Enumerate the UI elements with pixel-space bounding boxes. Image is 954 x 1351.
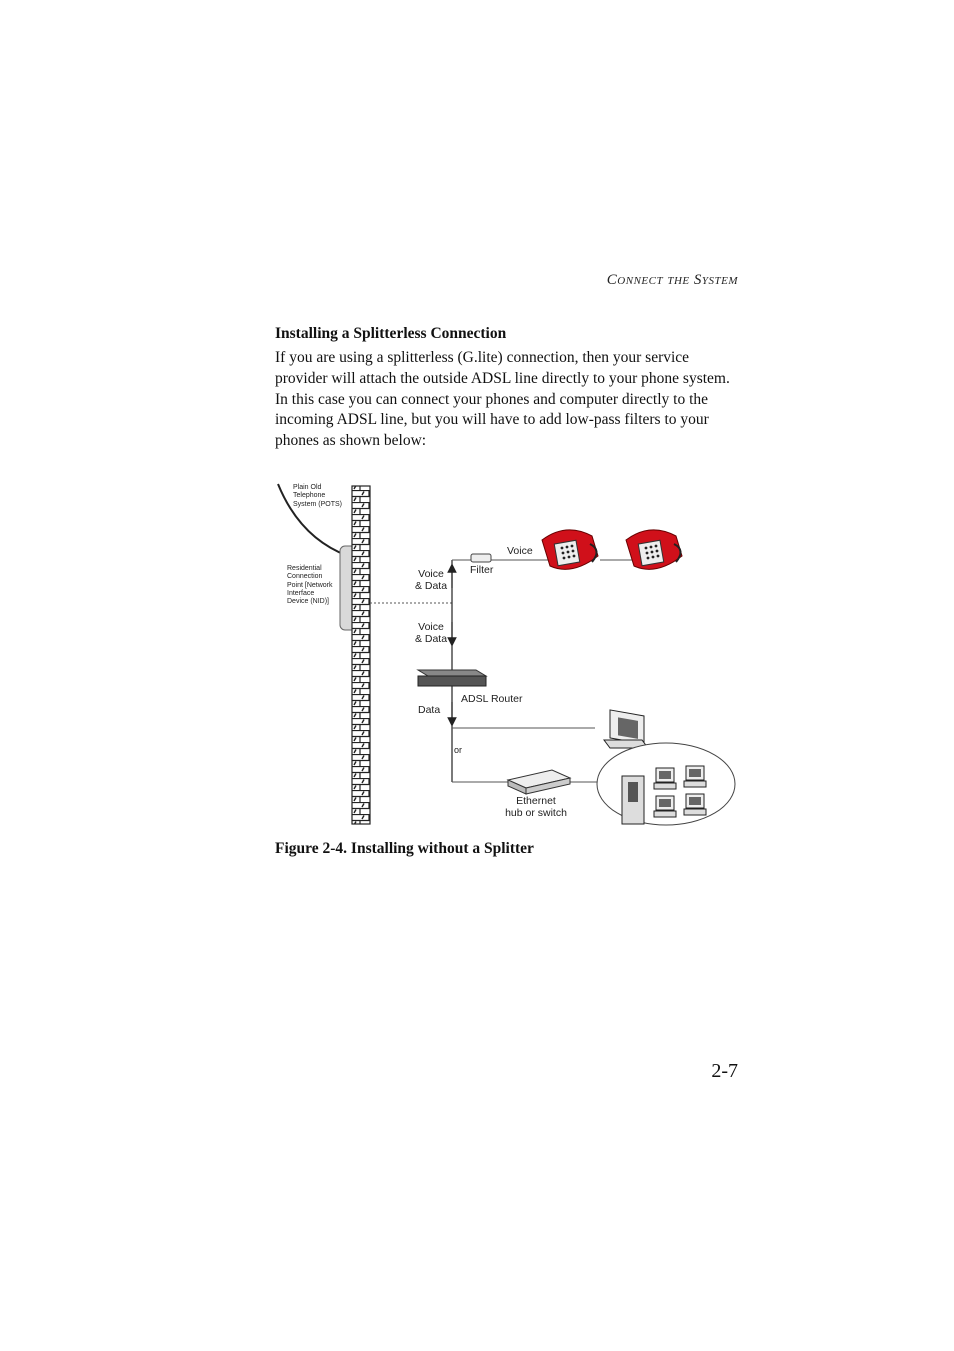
computer-icon: [604, 710, 648, 748]
nid-label: Residential Connection Point [Network Interface Device (NID)]: [287, 565, 333, 606]
brick-wall-icon: [352, 486, 370, 824]
page-number: 2-7: [711, 1060, 738, 1082]
data-label: Data: [418, 704, 441, 716]
section-title: Installing a Splitterless Connection: [275, 325, 507, 342]
filter-label: Filter: [470, 564, 494, 576]
ethernet-hub-icon: [508, 770, 570, 794]
running-head: CONNECT THE SYSTEM: [606, 272, 738, 288]
paragraph-text: If you are using a splitterless (G.lite) connection, then your service provider will attach the outside ADSL line directly to your phone system. In this case you can connect your phones and computer directly to the incoming ADSL line, but you will have to add low-pass filters to your phones as shown below:: [275, 349, 730, 450]
telephone-icon: [626, 530, 682, 569]
network-diagram: [270, 478, 750, 830]
or-label: or: [454, 745, 463, 755]
voice-data-down-label: Voice & Data: [414, 621, 448, 645]
telephone-icon: [542, 530, 598, 569]
hub-label: Ethernet hub or switch: [505, 795, 567, 819]
filter-icon: [471, 554, 491, 562]
pots-label: Plain Old Telephone System (POTS): [293, 484, 343, 508]
router-label: ADSL Router: [461, 693, 523, 705]
body-paragraph: [275, 348, 745, 452]
figure-caption: Figure 2-4. Installing without a Splitter: [275, 840, 534, 857]
voice-label: Voice: [507, 545, 533, 557]
adsl-router-icon: [418, 670, 486, 686]
voice-data-up-label: Voice & Data: [414, 568, 448, 592]
server-icon: [622, 776, 644, 824]
